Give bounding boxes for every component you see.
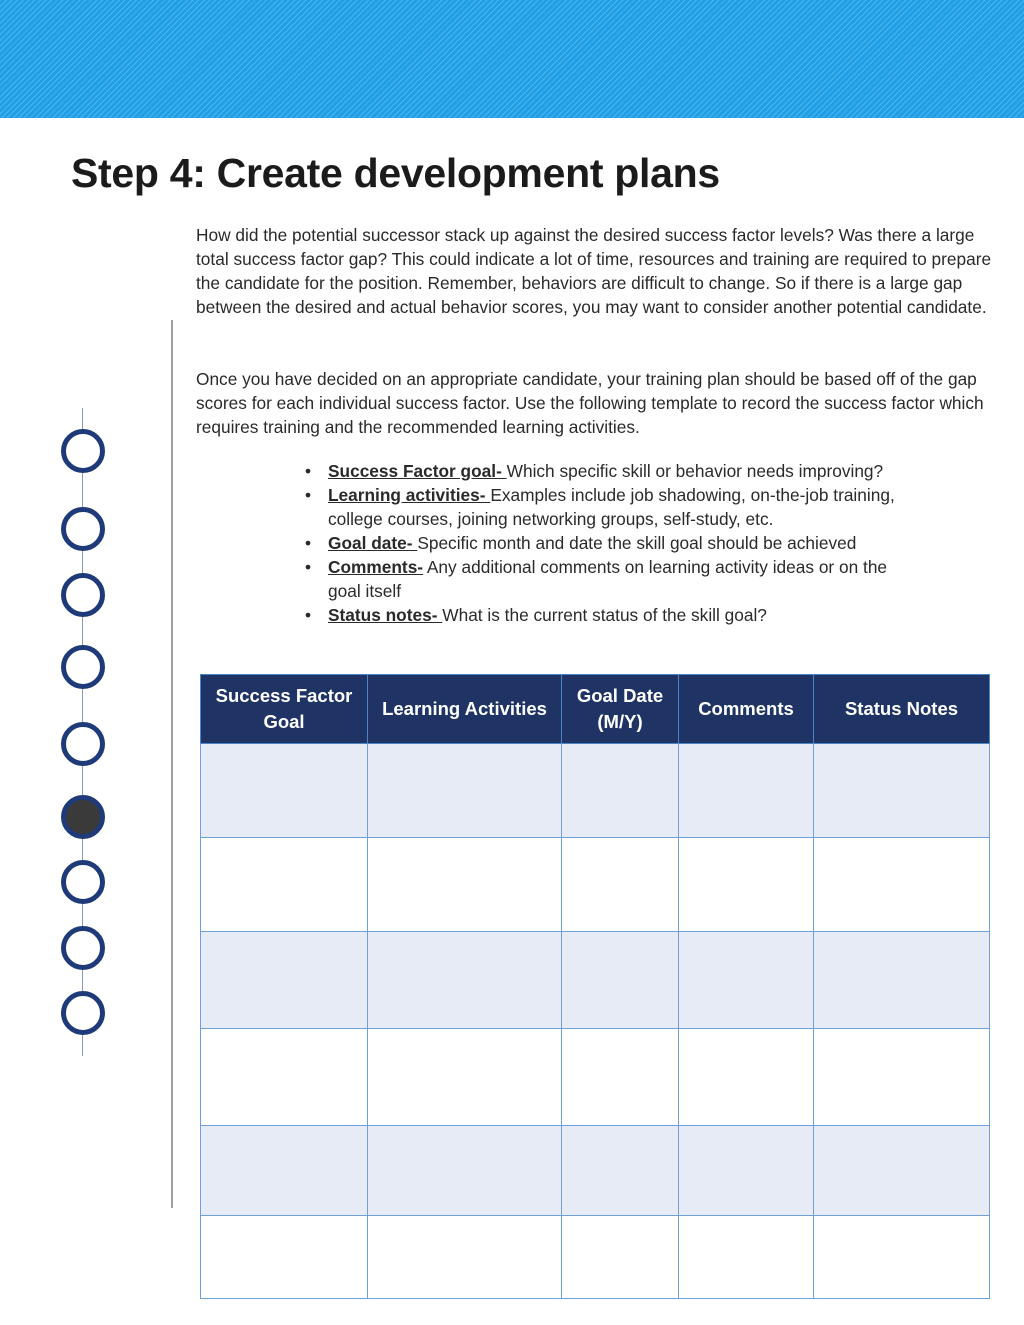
- table-cell[interactable]: [562, 932, 679, 1029]
- table-cell[interactable]: [814, 1126, 990, 1216]
- table-cell[interactable]: [368, 744, 562, 838]
- intro-paragraph-2: [196, 367, 996, 439]
- table-cell[interactable]: [368, 838, 562, 932]
- table-row: [201, 1216, 990, 1299]
- table-cell[interactable]: [679, 744, 814, 838]
- progress-step-7: [61, 860, 105, 904]
- table-cell[interactable]: [201, 932, 368, 1029]
- table-cell[interactable]: [562, 744, 679, 838]
- table-row: [201, 744, 990, 838]
- bullet-learning-activities: [305, 483, 905, 531]
- header-success-factor-goal: Success Factor Goal: [201, 675, 368, 744]
- table-cell[interactable]: [201, 838, 368, 932]
- bullet-goal-date: [305, 531, 905, 555]
- table-header-row: [201, 675, 990, 744]
- progress-step-6-current: [61, 795, 105, 839]
- table-cell[interactable]: [562, 1216, 679, 1299]
- bullet-term: Status notes-: [328, 605, 443, 625]
- table-cell[interactable]: [562, 1126, 679, 1216]
- progress-step-1: [61, 429, 105, 473]
- table-cell[interactable]: [679, 932, 814, 1029]
- progress-step-4: [61, 645, 105, 689]
- bullet-text: What is the current status of the skill goal?: [442, 605, 767, 625]
- table-cell[interactable]: [368, 932, 562, 1029]
- progress-step-3: [61, 573, 105, 617]
- table-row: [201, 1029, 990, 1126]
- definition-list: [305, 459, 905, 627]
- bullet-term: Success Factor goal-: [328, 461, 507, 481]
- header-learning-activities: Learning Activities: [368, 675, 562, 744]
- table-cell[interactable]: [201, 1126, 368, 1216]
- table-cell[interactable]: [201, 744, 368, 838]
- bullet-text: Examples include job shadowing, on-the-job training, college courses, joining networking groups, self-study, etc.: [328, 485, 895, 529]
- content-divider: [171, 320, 173, 1208]
- table-cell[interactable]: [201, 1029, 368, 1126]
- progress-step-5: [61, 722, 105, 766]
- header-status-notes: Status Notes: [814, 675, 990, 744]
- table-cell[interactable]: [679, 838, 814, 932]
- table-cell[interactable]: [679, 1126, 814, 1216]
- page-title: Step 4: Create development plans: [71, 150, 720, 196]
- table-row: [201, 1126, 990, 1216]
- table-cell[interactable]: [201, 1216, 368, 1299]
- table-cell[interactable]: [814, 932, 990, 1029]
- bullet-term: Goal date-: [328, 533, 418, 553]
- table-cell[interactable]: [368, 1029, 562, 1126]
- table-row: [201, 838, 990, 932]
- bullet-success-factor-goal: [305, 459, 905, 483]
- bullet-text: Which specific skill or behavior needs improving?: [506, 461, 884, 481]
- header-goal-date: Goal Date (M/Y): [562, 675, 679, 744]
- table-cell[interactable]: [368, 1126, 562, 1216]
- header-comments: Comments: [679, 675, 814, 744]
- intro-text-2: Once you have decided on an appropriate candidate, your training plan should be based off of the gap scores for each individual success factor. Use the following template to record the success factor which requires training and the recommended learning activities.: [196, 369, 984, 437]
- intro-paragraph-1: [196, 223, 996, 319]
- development-plan-table: [200, 674, 990, 1299]
- table-cell[interactable]: [814, 838, 990, 932]
- table-row: [201, 932, 990, 1029]
- intro-text-1: How did the potential successor stack up against the desired success factor levels? Was there a large total success factor gap? This could indicate a lot of time, resources and training are required to prepare the candidate for the position. Remember, behaviors are difficult to change. So if there is a large gap between the desired and actual behavior scores, you may want to consider another potential candidate.: [196, 225, 992, 317]
- progress-step-2: [61, 507, 105, 551]
- bullet-text: Any additional comments on learning activity ideas or on the goal itself: [328, 557, 888, 601]
- progress-step-9: [61, 991, 105, 1035]
- table-cell[interactable]: [562, 838, 679, 932]
- bullet-status-notes: [305, 603, 905, 627]
- table-cell[interactable]: [814, 1029, 990, 1126]
- bullet-term: Learning activities-: [328, 485, 491, 505]
- bullet-comments: [305, 555, 905, 603]
- bullet-text: Specific month and date the skill goal should be achieved: [417, 533, 857, 553]
- progress-step-8: [61, 926, 105, 970]
- table-cell[interactable]: [679, 1216, 814, 1299]
- table-cell[interactable]: [814, 744, 990, 838]
- table-cell[interactable]: [368, 1216, 562, 1299]
- bullet-term: Comments-: [328, 557, 424, 577]
- header-banner: [0, 0, 1024, 118]
- table-cell[interactable]: [814, 1216, 990, 1299]
- table-cell[interactable]: [562, 1029, 679, 1126]
- table-cell[interactable]: [679, 1029, 814, 1126]
